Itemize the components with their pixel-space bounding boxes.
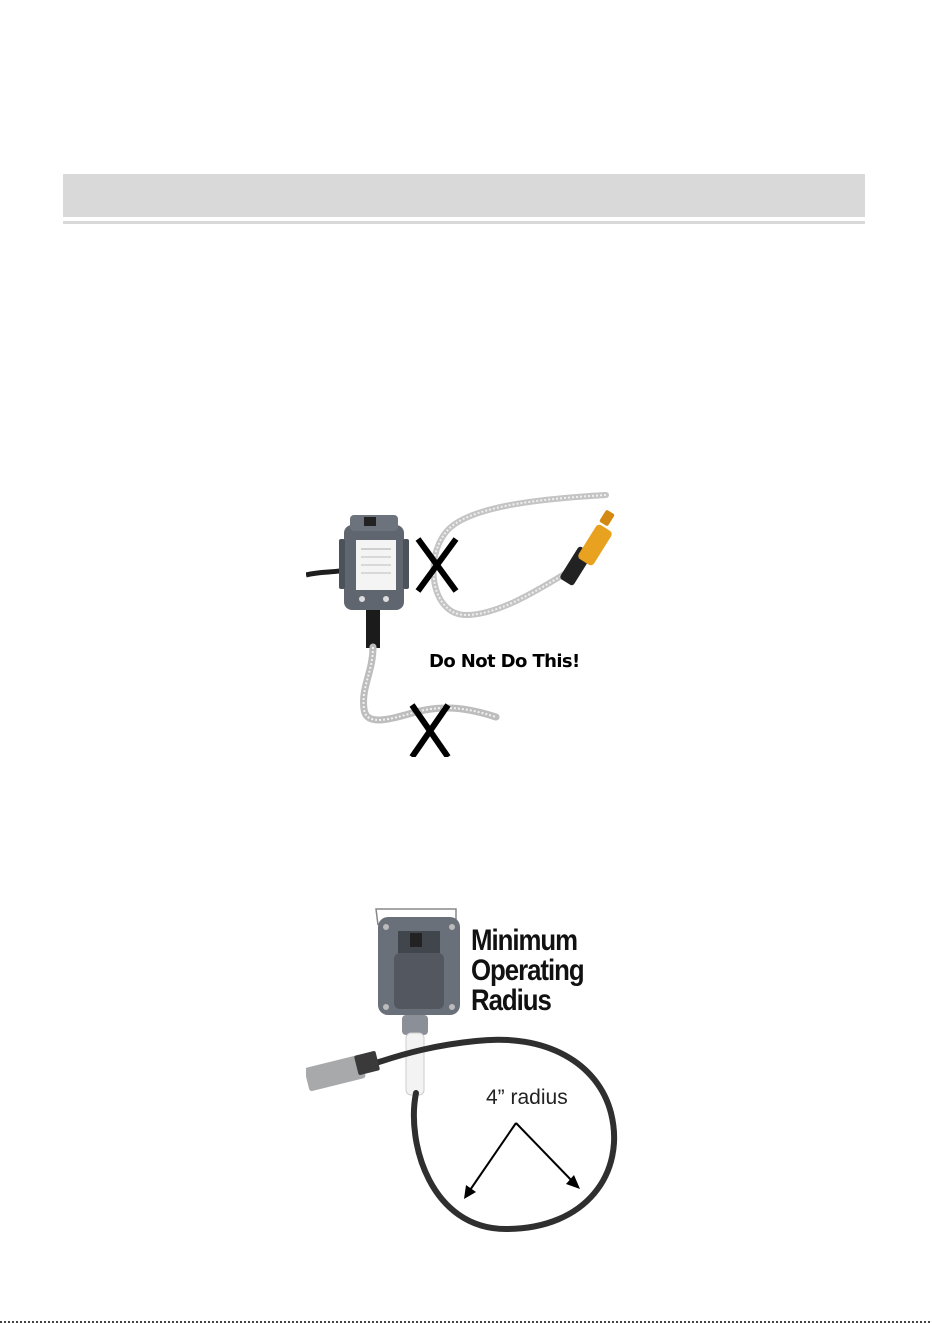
warning-caption: Do Not Do This!: [429, 651, 580, 672]
motor-unit: [378, 917, 460, 1095]
warning-illustration: [306, 487, 616, 757]
motor-unit: [339, 515, 409, 648]
section-header-rule: [63, 221, 865, 224]
title-line: Minimum: [471, 924, 578, 957]
arrow-icon: [464, 1123, 516, 1199]
title-line: Radius: [471, 984, 551, 1017]
minimum-radius-title: [471, 926, 584, 1016]
radius-label: 4” radius: [486, 1086, 568, 1109]
arrow-icon: [516, 1123, 580, 1189]
section-header-bar: [63, 174, 865, 217]
warning-illustration-svg: [306, 487, 616, 757]
title-line: Operating: [471, 954, 584, 987]
handpiece: [306, 1051, 380, 1092]
x-mark-icon: [412, 705, 448, 757]
handpiece: [559, 509, 615, 586]
